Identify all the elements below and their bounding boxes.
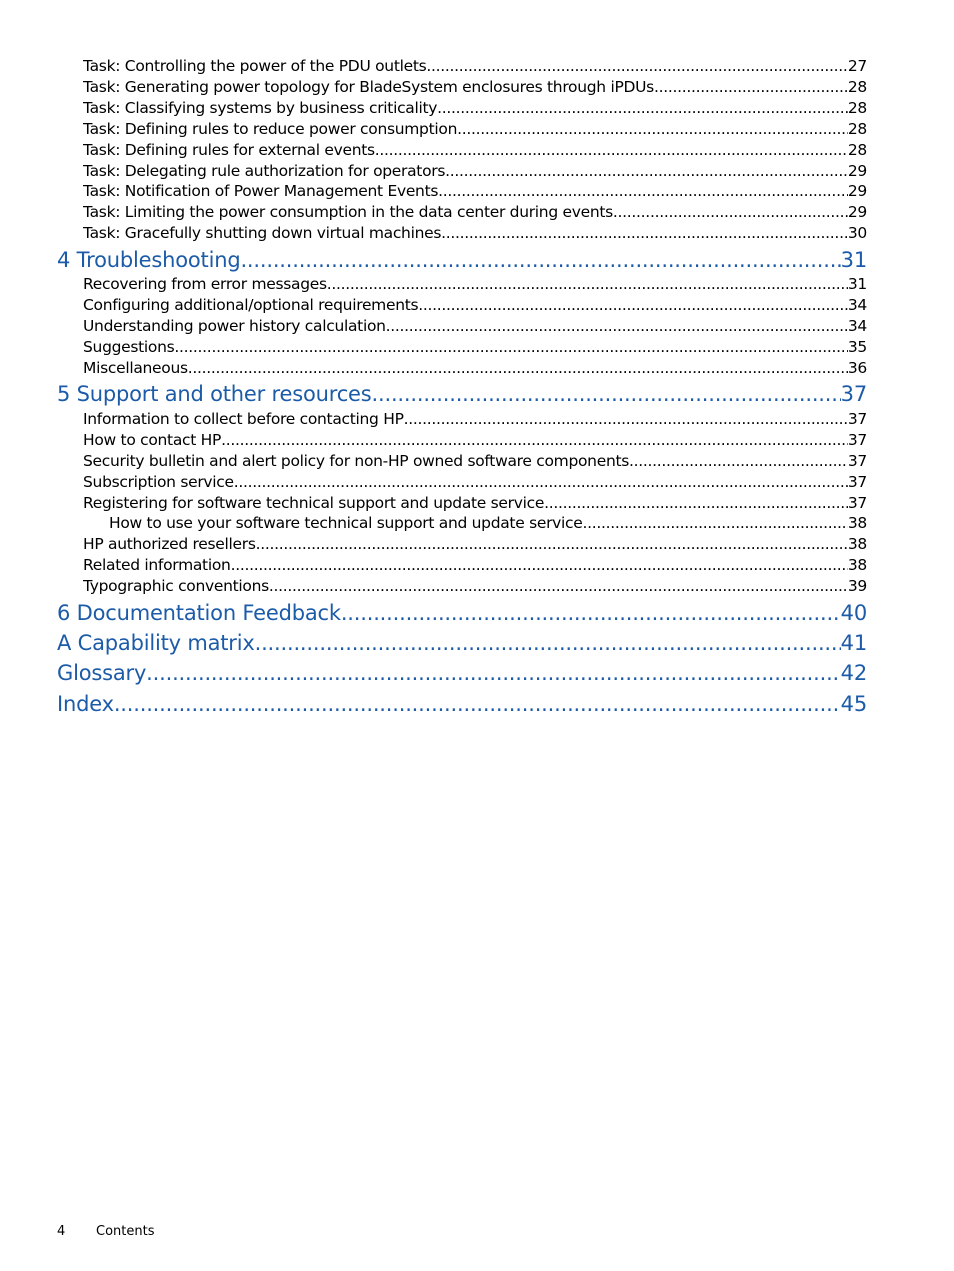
- toc-entry-page: 37: [847, 494, 867, 512]
- toc-entry-title: Task: Gracefully shutting down virtual machines: [83, 224, 442, 242]
- dot-leader: [174, 337, 847, 357]
- toc-entry-page: 38: [847, 556, 867, 574]
- toc-entry-title: Information to collect before contacting HP: [83, 410, 404, 428]
- dot-leader: [375, 140, 848, 160]
- toc-entry-page: 28: [847, 99, 867, 117]
- toc-entry-page: 29: [847, 162, 867, 180]
- dot-leader: [114, 691, 841, 717]
- dot-leader: [372, 381, 841, 407]
- dot-leader: [240, 247, 840, 273]
- toc-entry-page: 34: [847, 317, 867, 335]
- dot-leader: [327, 274, 848, 294]
- toc-chapter[interactable]: [57, 630, 867, 656]
- footer-section-name: Contents: [96, 1224, 155, 1239]
- toc-entry-title: Suggestions: [83, 338, 175, 356]
- toc-chapter[interactable]: [57, 660, 867, 686]
- toc-entry-page: 39: [847, 577, 867, 595]
- toc-entry-page: 30: [847, 224, 867, 242]
- toc-entry[interactable]: [83, 274, 867, 294]
- toc-chapter-title: A Capability matrix: [57, 631, 255, 655]
- dot-leader: [426, 56, 847, 76]
- toc-subentry[interactable]: [109, 513, 867, 533]
- toc-entry-page: 31: [847, 275, 867, 293]
- toc-entry-title: HP authorized resellers: [83, 535, 256, 553]
- toc-entry-title: Task: Defining rules for external events: [83, 141, 375, 159]
- toc-entry-title: Task: Limiting the power consumption in the data center during events: [83, 203, 613, 221]
- toc-entry[interactable]: [83, 119, 867, 139]
- toc-entry-title: Subscription service: [83, 473, 234, 491]
- toc-chapter-title: 5 Support and other resources: [57, 382, 372, 406]
- toc-entry-title: Security bulletin and alert policy for non-HP owned software components: [83, 452, 630, 470]
- dot-leader: [221, 430, 848, 450]
- toc-entry-page: 37: [847, 473, 867, 491]
- toc-chapter-page: 37: [840, 382, 867, 406]
- toc-entry[interactable]: [83, 451, 867, 471]
- toc-entry-title: Task: Classifying systems by business criticality: [83, 99, 438, 117]
- toc-entry[interactable]: [83, 534, 867, 554]
- dot-leader: [544, 493, 848, 513]
- toc-entry-page: 28: [847, 78, 867, 96]
- toc-chapter-page: 45: [840, 692, 867, 716]
- toc-entry[interactable]: [83, 576, 867, 596]
- toc-entry[interactable]: [83, 295, 867, 315]
- toc-chapter[interactable]: [57, 381, 867, 407]
- toc-entry[interactable]: [83, 358, 867, 378]
- toc-chapter-title: 6 Documentation Feedback: [57, 601, 341, 625]
- toc-chapter-page: 42: [840, 661, 867, 685]
- toc-entry-title: Registering for software technical support and update service: [83, 494, 545, 512]
- toc-entry-page: 29: [847, 182, 867, 200]
- toc-entry-page: 28: [847, 141, 867, 159]
- dot-leader: [231, 555, 848, 575]
- toc-chapter[interactable]: [57, 600, 867, 626]
- dot-leader: [256, 534, 848, 554]
- toc-entry[interactable]: [83, 472, 867, 492]
- toc-entry-page: 36: [847, 359, 867, 377]
- toc-entry-page: 28: [847, 120, 867, 138]
- toc-entry-title: Task: Notification of Power Management Events: [83, 182, 439, 200]
- toc-entry[interactable]: [83, 181, 867, 201]
- dot-leader: [438, 181, 848, 201]
- dot-leader: [418, 295, 848, 315]
- toc-entry-page: 34: [847, 296, 867, 314]
- toc-entry-page: 35: [847, 338, 867, 356]
- toc-entry-title: Configuring additional/optional requirements: [83, 296, 419, 314]
- dot-leader: [404, 409, 848, 429]
- toc-entry[interactable]: [83, 202, 867, 222]
- toc-entry[interactable]: [83, 337, 867, 357]
- dot-leader: [654, 77, 848, 97]
- dot-leader: [441, 223, 848, 243]
- toc-entry[interactable]: [83, 77, 867, 97]
- toc-entry-title: Related information: [83, 556, 231, 574]
- toc-chapter-title: Glossary: [57, 661, 147, 685]
- toc-entry[interactable]: [83, 223, 867, 243]
- dot-leader: [146, 660, 841, 686]
- toc-entry-title: How to use your software technical support and update service: [109, 514, 583, 532]
- dot-leader: [445, 161, 848, 181]
- dot-leader: [583, 513, 848, 533]
- toc-entry-page: 37: [847, 431, 867, 449]
- toc-entry-page: 37: [847, 452, 867, 470]
- dot-leader: [188, 358, 848, 378]
- toc-entry[interactable]: [83, 409, 867, 429]
- toc-entry[interactable]: [83, 56, 867, 76]
- toc-chapter-page: 41: [840, 631, 867, 655]
- toc-entry-page: 37: [847, 410, 867, 428]
- dot-leader: [269, 576, 848, 596]
- toc-entry-title: Task: Defining rules to reduce power consumption: [83, 120, 458, 138]
- toc-chapter-page: 31: [840, 248, 867, 272]
- toc-entry-page: 38: [847, 535, 867, 553]
- toc-entry[interactable]: [83, 555, 867, 575]
- toc-entry-title: Typographic conventions: [83, 577, 269, 595]
- toc-entry-page: 29: [847, 203, 867, 221]
- toc-chapter-title: 4 Troubleshooting: [57, 248, 241, 272]
- toc-entry[interactable]: [83, 493, 867, 513]
- dot-leader: [629, 451, 848, 471]
- dot-leader: [386, 316, 848, 336]
- toc-entry[interactable]: [83, 316, 867, 336]
- dot-leader: [613, 202, 848, 222]
- page-footer: [57, 1223, 154, 1241]
- dot-leader: [341, 600, 841, 626]
- dot-leader: [457, 119, 848, 139]
- toc-entry[interactable]: [83, 98, 867, 118]
- toc-chapter-title: Index: [57, 692, 114, 716]
- dot-leader: [437, 98, 848, 118]
- toc-entry-title: Task: Generating power topology for BladeSystem enclosures through iPDUs: [83, 78, 654, 96]
- toc-entry[interactable]: [83, 161, 867, 181]
- toc-chapter[interactable]: [57, 691, 867, 717]
- toc-entry-title: Understanding power history calculation: [83, 317, 386, 335]
- toc-entry-page: 38: [847, 514, 867, 532]
- toc-entry-title: Miscellaneous: [83, 359, 188, 377]
- toc-entry[interactable]: [83, 430, 867, 450]
- toc-chapter-page: 40: [840, 601, 867, 625]
- dot-leader: [234, 472, 848, 492]
- toc-entry-title: Task: Controlling the power of the PDU outlets: [83, 57, 427, 75]
- toc-entry[interactable]: [83, 140, 867, 160]
- toc-entry-title: Recovering from error messages: [83, 275, 327, 293]
- toc-chapter[interactable]: [57, 247, 867, 273]
- toc-entry-title: How to contact HP: [83, 431, 222, 449]
- toc-entry-title: Task: Delegating rule authorization for operators: [83, 162, 446, 180]
- dot-leader: [255, 630, 841, 656]
- footer-page-number: 4: [57, 1224, 66, 1239]
- toc-entry-page: 27: [847, 57, 867, 75]
